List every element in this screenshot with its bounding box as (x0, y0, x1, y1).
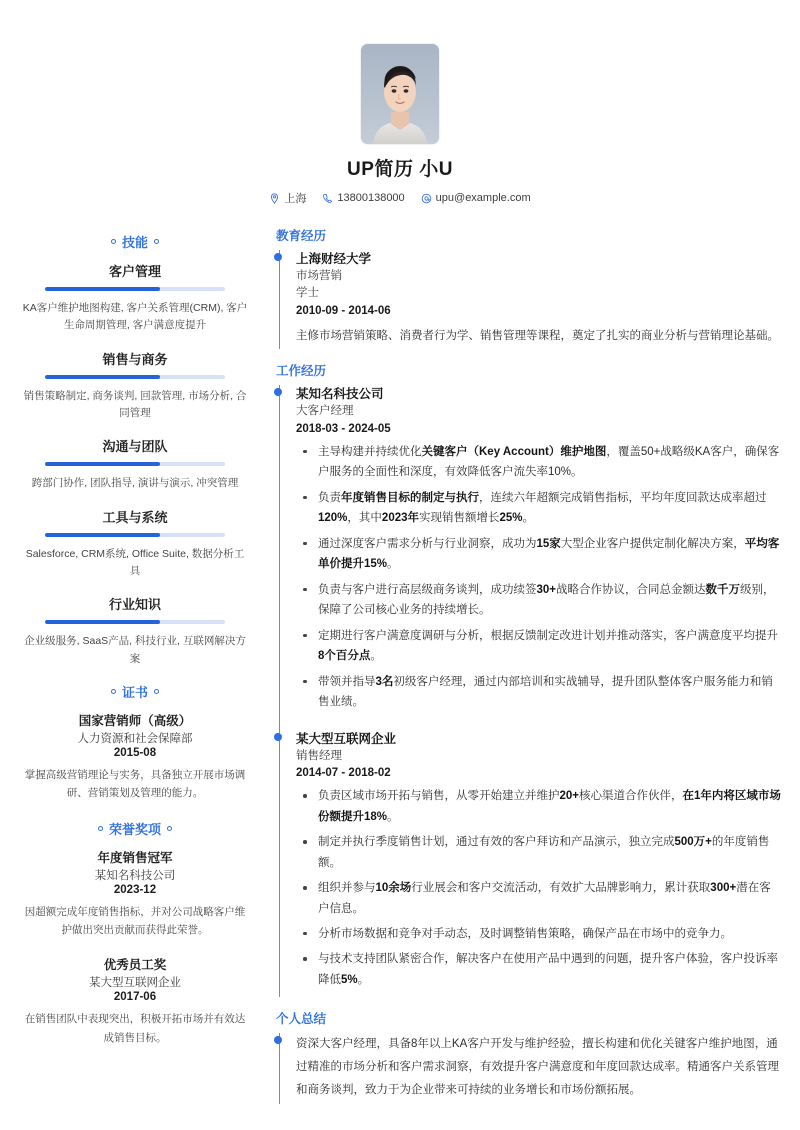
sidebar-heading-awards-label: 荣誉奖项 (108, 821, 161, 837)
skill-name: 客户管理 (108, 264, 161, 279)
work-bullet: 通过深度客户需求分析与行业洞察，成功为15家大型企业客户提供定制化解决方案，平均客单价提升15%。 (296, 534, 782, 575)
work-bullet-list (296, 442, 782, 713)
sidebar-heading-awards (18, 819, 252, 838)
work-bullet: 分析市场数据和竞争对手动态，及时调整销售策略，确保产品在市场中的竞争力。 (296, 924, 782, 944)
skill-level-bar (45, 462, 225, 466)
contact-location (269, 190, 306, 206)
work-bullet: 与技术支持团队紧密合作，解决客户在使用产品中遇到的问题，提升客户体验，客户投诉率降低5%。 (296, 949, 782, 990)
work-company: 某大型互联网企业 (296, 731, 397, 746)
certificate-title: 国家营销师（高级） (78, 713, 192, 728)
section-summary (276, 1009, 782, 1104)
education-item (296, 250, 782, 349)
resume-header (0, 0, 800, 218)
skill-description: 企业级服务, SaaS产品, 科技行业, 互联网解决方案 (24, 635, 246, 665)
skill-item (18, 261, 252, 335)
skill-level-bar (45, 533, 225, 537)
education-degree: 学士 (296, 287, 319, 300)
certificates-list (18, 711, 252, 803)
sidebar-heading-skills (18, 232, 252, 251)
skill-level-fill (45, 375, 160, 379)
work-bullet: 负责与客户进行高层级商务谈判，成功续签30+战略合作协议，合同总金额达数千万级别，保障了公司核心业务的持续增长。 (296, 580, 782, 621)
award-org: 某大型互联网企业 (89, 977, 181, 990)
circle-deco-icon (154, 689, 159, 694)
contact-location-text: 上海 (284, 193, 307, 205)
award-title: 优秀员工奖 (103, 958, 167, 973)
education-date: 2010-09 - 2014-06 (296, 304, 391, 317)
work-timeline (279, 385, 782, 997)
portrait-photo-icon (361, 44, 439, 144)
circle-deco-icon (98, 826, 103, 831)
sidebar-heading-certificates (18, 682, 252, 701)
skills-list (18, 261, 252, 668)
phone-icon (322, 193, 333, 204)
page-title: UP简历 小U (347, 159, 453, 180)
timeline-dot-icon (274, 733, 282, 741)
award-description: 在销售团队中表现突出，积极开拓市场并有效达成销售目标。 (24, 1013, 246, 1044)
skill-level-bar (45, 375, 225, 379)
sidebar-heading-skills-label: 技能 (121, 235, 148, 250)
work-bullet: 带领并指导3名初级客户经理，通过内部培训和实战辅导，提升团队整体客户服务能力和销售业绩。 (296, 672, 782, 713)
work-bullet: 定期进行客户满意度调研与分析，根据反馈制定改进计划并推动落实，客户满意度平均提升8个百分点。 (296, 626, 782, 667)
work-bullet: 负责年度销售目标的制定与执行，连续六年超额完成销售指标，平均年度回款达成率超过120%，其中2023年实现销售额增长25%。 (296, 488, 782, 529)
section-education (276, 226, 782, 349)
skill-level-fill (45, 533, 160, 537)
award-item (18, 848, 252, 940)
skill-level-bar (45, 287, 225, 291)
location-pin-icon (269, 193, 280, 204)
section-heading-education: 教育经历 (276, 229, 327, 243)
skill-level-fill (45, 462, 160, 466)
section-heading-summary: 个人总结 (276, 1012, 327, 1027)
work-item (296, 730, 782, 998)
work-bullet: 主导构建并持续优化关键客户（Key Account）维护地图，覆盖50+战略级KA客户，确保客户服务的全面性和深度，有效降低客户流失率10%。 (296, 442, 782, 483)
work-company: 某知名科技公司 (296, 387, 384, 402)
award-org: 某知名科技公司 (94, 869, 176, 882)
skill-level-fill (45, 287, 160, 291)
contact-email (421, 192, 531, 204)
skill-item (18, 349, 252, 423)
award-item (18, 955, 252, 1047)
contact-phone (322, 192, 404, 204)
skill-name: 行业知识 (108, 597, 161, 613)
timeline-dot-icon (274, 388, 282, 396)
work-bullet: 负责区域市场开拓与销售，从零开始建立并维护20+核心渠道合作伙伴，在1年内将区域市场份额提升18%。 (296, 786, 782, 827)
circle-deco-icon (154, 239, 159, 244)
education-description: 主修市场营销策略、消费者行为学、销售管理等课程，奠定了扎实的商业分析与营销理论基础。 (296, 329, 779, 342)
work-bullet-list (296, 786, 782, 990)
contact-list (0, 190, 800, 206)
contact-phone-text: 13800138000 (337, 192, 405, 204)
work-bullet: 制定并执行季度销售计划，通过有效的客户拜访和产品演示，独立完成500万+的年度销售额。 (296, 832, 782, 873)
work-role: 大客户经理 (296, 405, 354, 418)
award-date: 2023-12 (113, 883, 157, 896)
education-timeline (279, 250, 782, 349)
skill-description: 跨部门协作, 团队指导, 演讲与演示, 冲突管理 (31, 477, 239, 490)
circle-deco-icon (111, 689, 116, 694)
skill-item (18, 594, 252, 668)
circle-deco-icon (167, 826, 172, 831)
skill-name: 销售与商务 (102, 351, 168, 367)
work-bullet: 组织并参与10余场行业展会和客户交流活动，有效扩大品牌影响力，累计获取300+潜在客户信息。 (296, 878, 782, 919)
certificate-description: 掌握高级营销理论与实务，具备独立开展市场调研、营销策划及管理的能力。 (24, 768, 246, 800)
sidebar-heading-certificates-label: 证书 (121, 684, 148, 700)
skill-level-fill (45, 620, 160, 624)
skill-item (18, 507, 252, 581)
work-date: 2014-07 - 2018-02 (296, 766, 391, 779)
work-item (296, 385, 782, 729)
work-role: 销售经理 (296, 749, 342, 762)
resume-body (0, 218, 800, 1116)
email-at-icon (421, 193, 432, 204)
circle-deco-icon (111, 239, 116, 244)
contact-email-text: upu@example.com (435, 192, 531, 204)
avatar (361, 44, 439, 144)
skill-level-bar (45, 620, 225, 624)
skill-name: 工具与系统 (102, 509, 168, 525)
timeline-dot-icon (274, 1036, 282, 1044)
certificate-item (18, 711, 252, 803)
summary-item (296, 1033, 782, 1104)
skill-item (18, 436, 252, 492)
work-date: 2018-03 - 2024-05 (296, 422, 391, 435)
award-description: 因超额完成年度销售指标，并对公司战略客户维护做出突出贡献而获得此荣誉。 (24, 905, 246, 936)
timeline-dot-icon (274, 253, 282, 261)
main-column (262, 226, 782, 1116)
education-major: 市场营销 (296, 270, 342, 283)
awards-list (18, 848, 252, 1048)
skill-name: 沟通与团队 (102, 439, 168, 455)
skill-description: 销售策略制定, 商务谈判, 回款管理, 市场分析, 合同管理 (23, 389, 247, 419)
award-title: 年度销售冠军 (97, 850, 173, 865)
section-work (276, 361, 782, 997)
certificate-date: 2015-08 (113, 746, 157, 759)
sidebar (18, 226, 262, 1063)
section-heading-work: 工作经历 (276, 364, 327, 379)
certificate-org: 人力资源和社会保障部 (77, 732, 193, 745)
education-school: 上海财经大学 (296, 252, 372, 266)
award-date: 2017-06 (113, 991, 157, 1004)
skill-description: KA客户维护地图构建, 客户关系管理(CRM), 客户生命周期管理, 客户满意度提升 (22, 302, 248, 332)
skill-description: Salesforce, CRM系统, Office Suite, 数据分析工具 (25, 547, 245, 577)
summary-timeline (279, 1033, 782, 1104)
summary-text: 资深大客户经理，具备8年以上KA客户开发与维护经验，擅长构建和优化关键客户维护地图，通过精准的市场分析和客户需求洞察，有效提升客户满意度和年度回款达成率。精通客户关系管理和商务谈判，致力于为企业带来可持续的业务增长和市场份额拓展。 (296, 1038, 779, 1097)
